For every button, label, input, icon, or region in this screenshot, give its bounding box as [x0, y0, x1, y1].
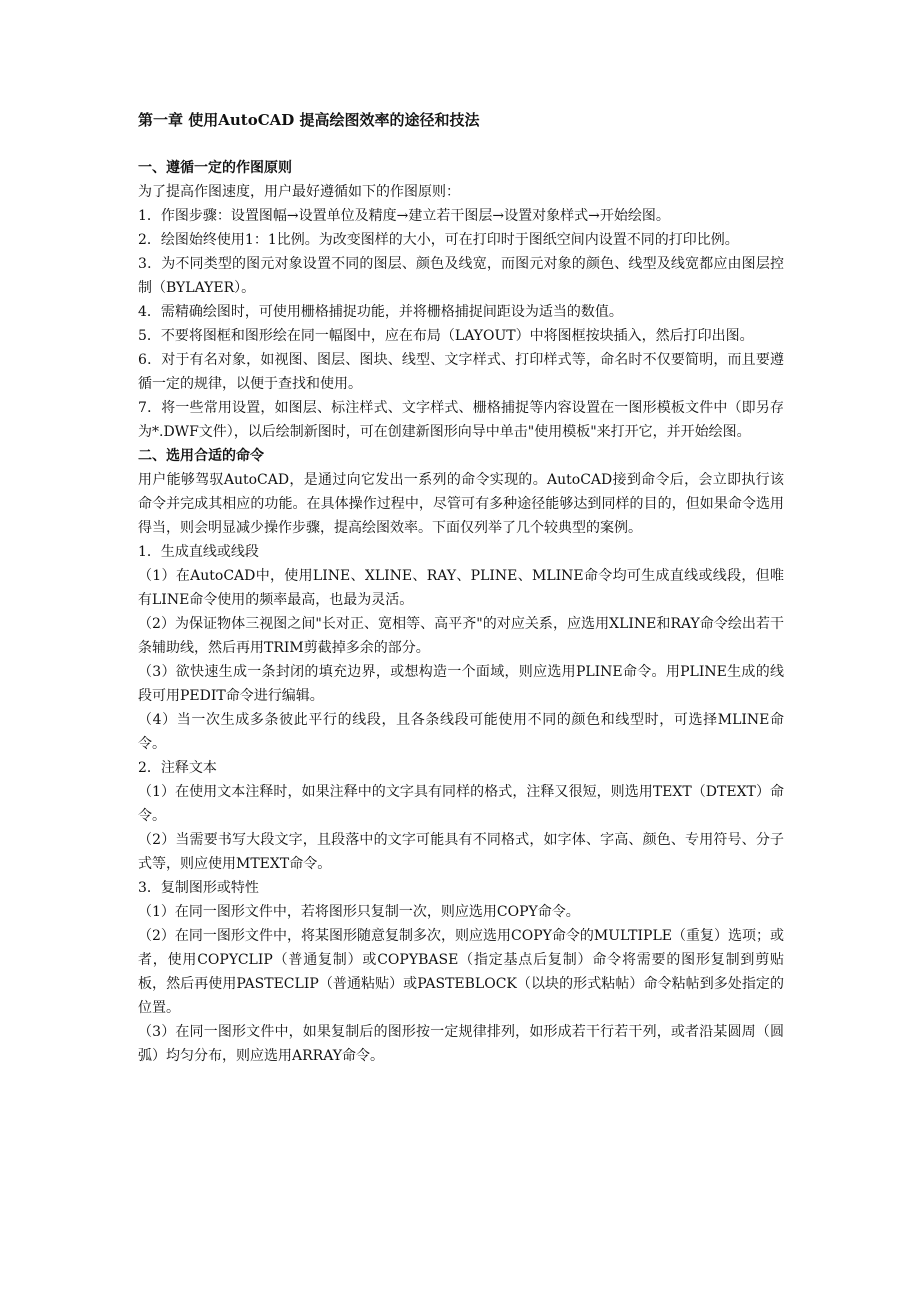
section-1-intro: 为了提高作图速度，用户最好遵循如下的作图原则：: [138, 184, 460, 200]
section-2-intro: 用户能够驾驭AutoCAD，是通过向它发出一系列的命令实现的。AutoCAD接到命令后，会立即执行该命令并完成其相应的功能。在具体操作过程中，尽管可有多种途径能够达到同样的目的，但如果命令选用得当，则会明显减少操作步骤，提高绘图效率。下面仅列举了几个较典型的案例。: [138, 472, 784, 536]
subsection-title-text: 2．注释文本: [138, 760, 217, 776]
principle-item: 1．作图步骤：设置图幅→设置单位及精度→建立若干图层→设置对象样式→开始绘图。: [138, 208, 670, 224]
command-tip-item: （1）在使用文本注释时，如果注释中的文字具有同样的格式，注释又很短，则选用TEXT（DTEXT）命令。: [138, 784, 784, 824]
command-tip-item: （3）欲快速生成一条封闭的填充边界，或想构造一个面域，则应选用PLINE命令。用PLINE生成的线段可用PEDIT命令进行编辑。: [138, 664, 784, 704]
document-page: [138, 108, 784, 1068]
section-heading-2: 二、选用合适的命令: [138, 448, 264, 464]
command-tip-item: （1）在同一图形文件中，若将图形只复制一次，则应选用COPY命令。: [138, 904, 580, 920]
command-tip-item: （2）在同一图形文件中，将某图形随意复制多次，则应选用COPY命令的MULTIPLE（重复）选项；或者，使用COPYCLIP（普通复制）或COPYBASE（指定基点后复制）命令将需要的图形复制到剪贴板，然后再使用PASTECLIP（普通粘贴）或PASTEBLOCK（以块的形式粘帖）命令粘帖到多处指定的位置。: [138, 928, 784, 1016]
chapter-title: 第一章 使用AutoCAD 提高绘图效率的途径和技法: [138, 111, 480, 129]
subsection-title-copy: 3．复制图形或特性: [138, 880, 259, 896]
principle-item: 3．为不同类型的图元对象设置不同的图层、颜色及线宽，而图元对象的颜色、线型及线宽都应由图层控制（BYLAYER）。: [138, 256, 784, 296]
command-tip-item: （3）在同一图形文件中，如果复制后的图形按一定规律排列，如形成若干行若干列，或者沿某圆周（圆弧）均匀分布，则应选用ARRAY命令。: [138, 1024, 784, 1064]
command-tip-item: （4）当一次生成多条彼此平行的线段，且各条线段可能使用不同的颜色和线型时，可选择MLINE命令。: [138, 712, 784, 752]
principle-item: 6．对于有名对象，如视图、图层、图块、线型、文字样式、打印样式等，命名时不仅要简明，而且要遵循一定的规律，以便于查找和使用。: [138, 352, 784, 392]
principle-item: 5．不要将图框和图形绘在同一幅图中，应在布局（LAYOUT）中将图框按块插入，然后打印出图。: [138, 328, 754, 344]
command-tip-item: （2）当需要书写大段文字，且段落中的文字可能具有不同格式，如字体、字高、颜色、专用符号、分子式等，则应使用MTEXT命令。: [138, 832, 784, 872]
principle-item: 7．将一些常用设置，如图层、标注样式、文字样式、栅格捕捉等内容设置在一图形模板文件中（即另存为*.DWF文件），以后绘制新图时，可在创建新图形向导中单击"使用模板"来打开它，并开始绘图。: [138, 400, 784, 440]
command-tip-item: （2）为保证物体三视图之间"长对正、宽相等、高平齐"的对应关系，应选用XLINE和RAY命令绘出若干条辅助线，然后再用TRIM剪截掉多余的部分。: [138, 616, 784, 656]
principle-item: 4．需精确绘图时，可使用栅格捕捉功能，并将栅格捕捉间距设为适当的数值。: [138, 304, 623, 320]
principle-item: 2．绘图始终使用1：1比例。为改变图样的大小，可在打印时于图纸空间内设置不同的打印比例。: [138, 232, 739, 248]
subsection-title-lines: 1．生成直线或线段: [138, 544, 259, 560]
command-tip-item: （1）在AutoCAD中，使用LINE、XLINE、RAY、PLINE、MLINE命令均可生成直线或线段，但唯有LINE命令使用的频率最高，也最为灵活。: [138, 568, 784, 608]
section-heading-1: 一、遵循一定的作图原则: [138, 160, 292, 176]
